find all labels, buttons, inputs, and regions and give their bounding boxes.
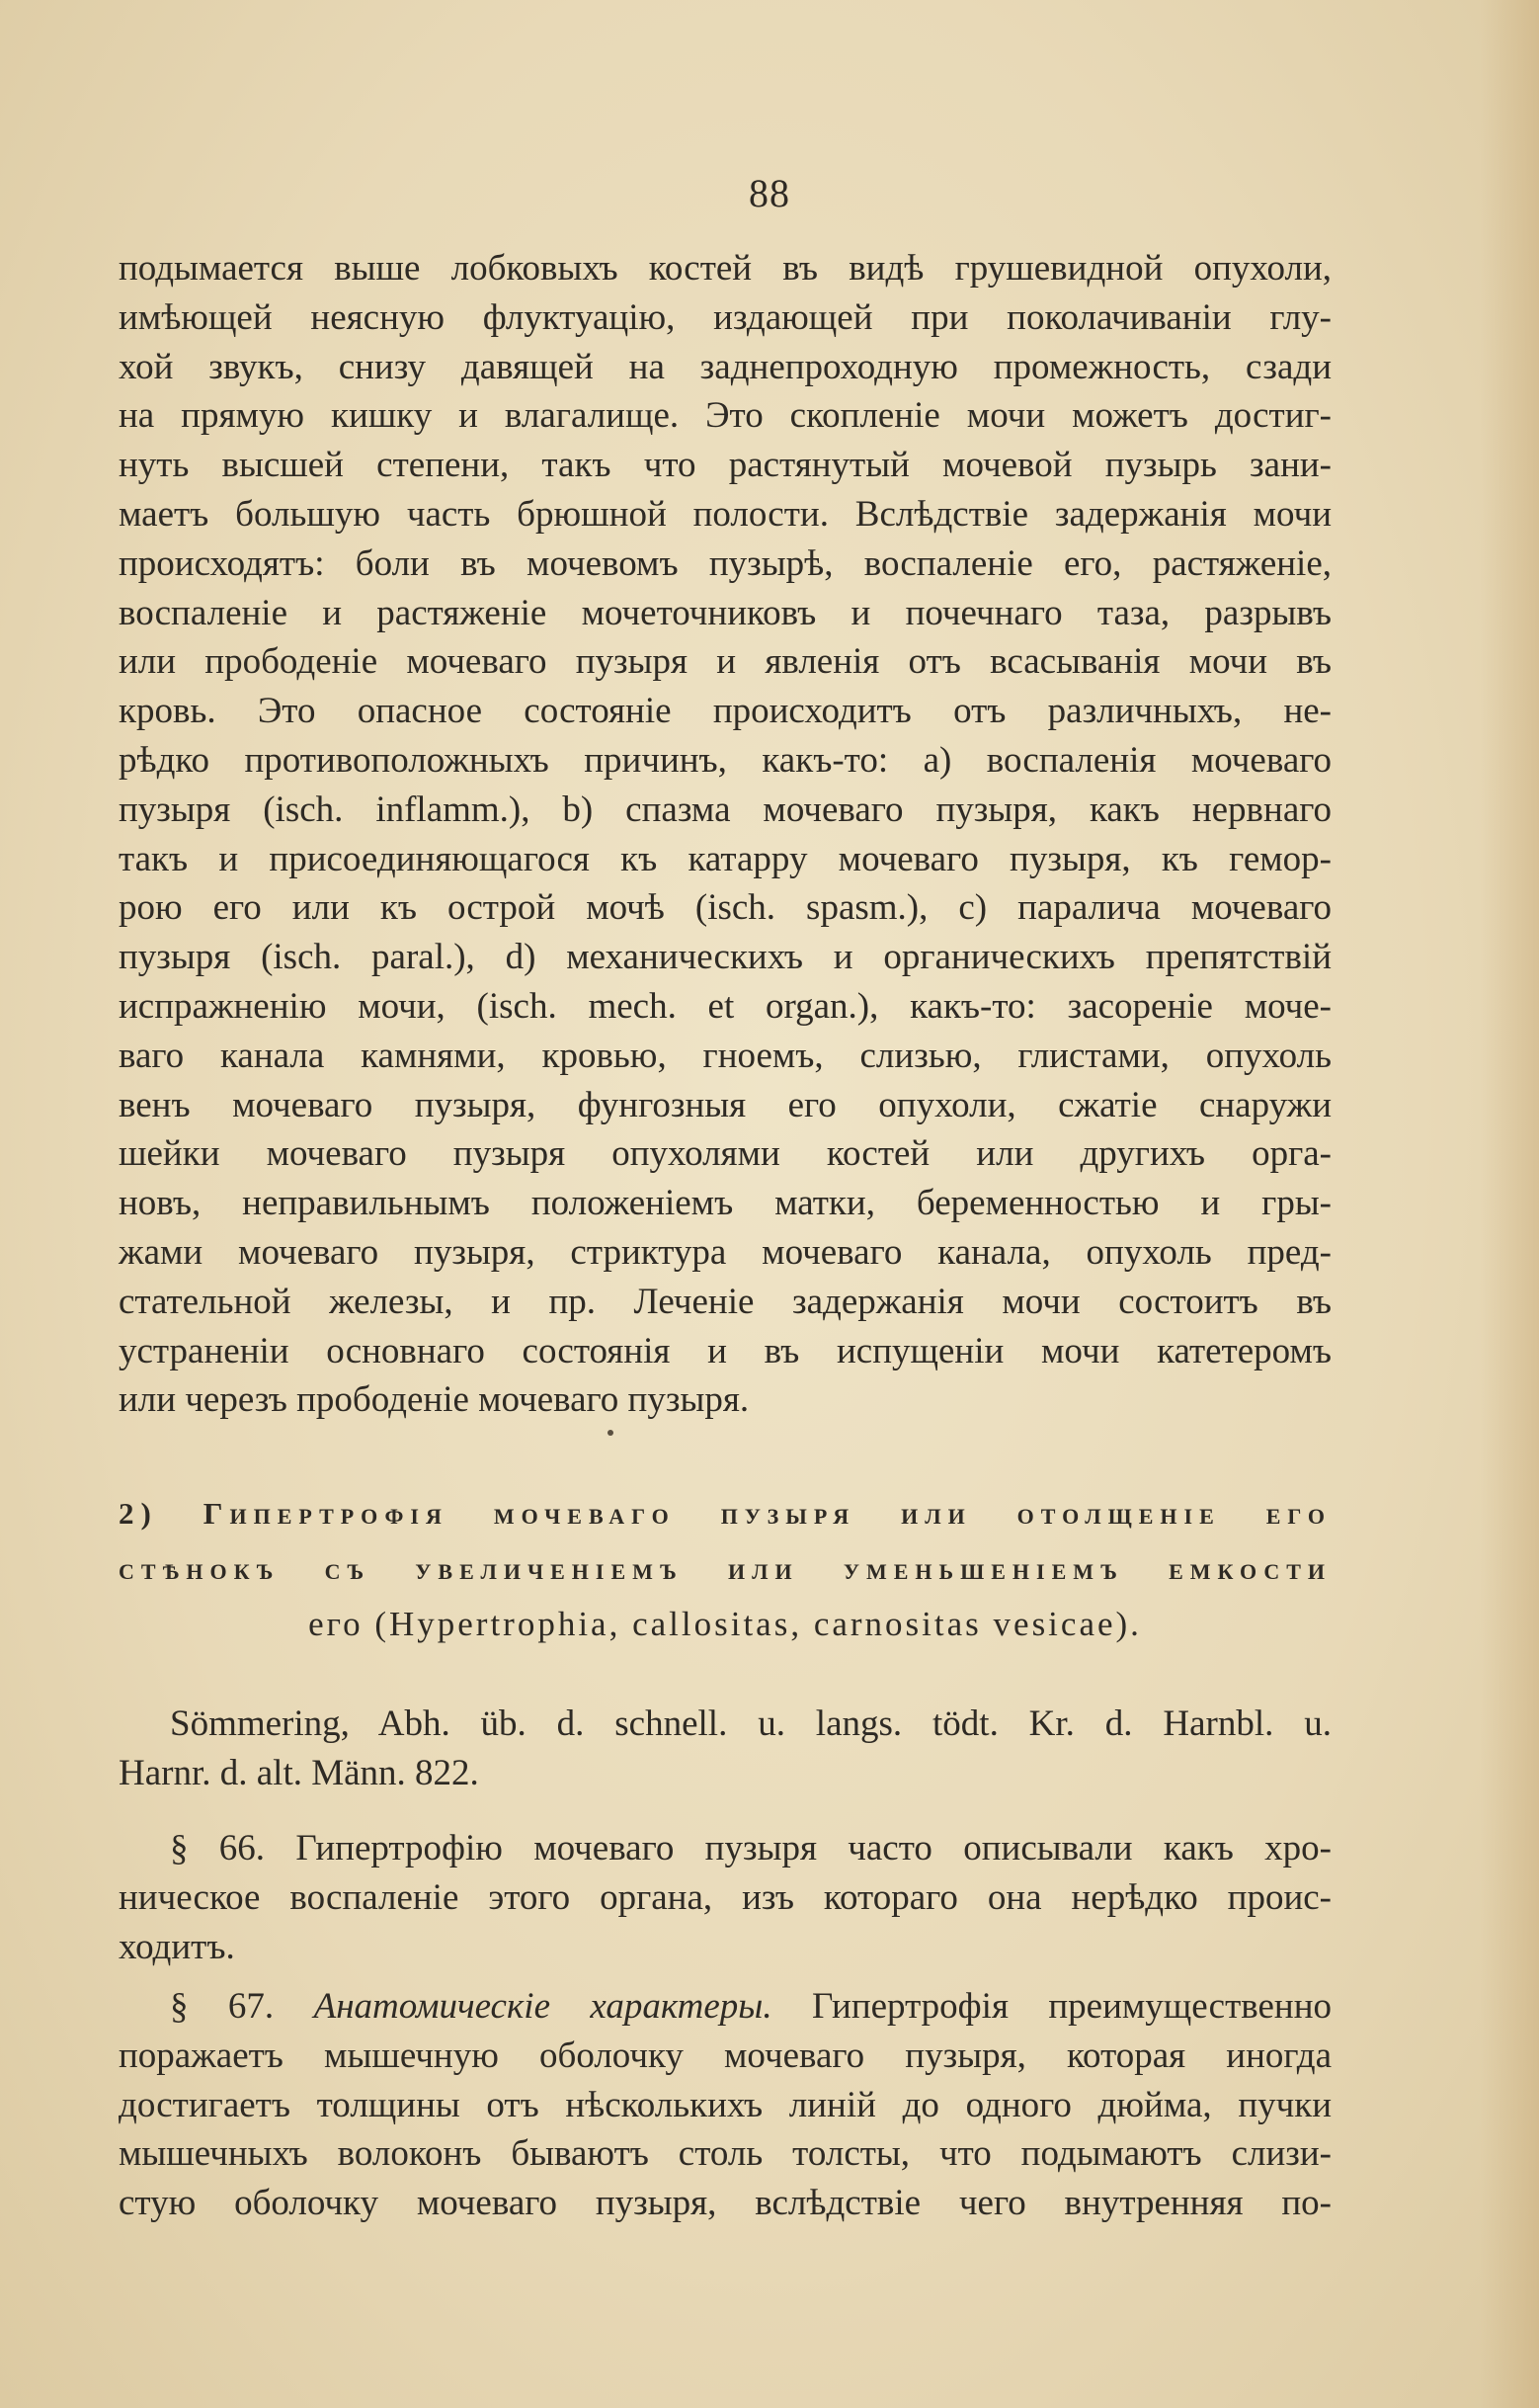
heading-line: его (Hypertrophia, callositas, carnositas vesicae). xyxy=(308,1605,1142,1643)
text-line: рою его или къ острой мочѣ (isch. spasm.), c) паралича мочеваго xyxy=(119,887,1332,929)
text-line: ваго канала камнями, кровью, гноемъ, слизью, глистами, опухоль xyxy=(119,1035,1332,1076)
text-line: жами мочеваго пузыря, стриктура мочеваго канала, опухоль пред- xyxy=(119,1231,1332,1273)
text-line: пузыря (isch. inflamm.), b) спазма мочеваго пузыря, какъ нервнаго xyxy=(119,789,1332,830)
text-line: мышечныхъ волоконъ бываютъ столь толсты, что подымаютъ слизи- xyxy=(119,2133,1332,2175)
ink-speck xyxy=(608,1430,613,1436)
text-line: достигаетъ толщины отъ нѣсколькихъ линій до одного дюйма, пучки xyxy=(119,2084,1332,2125)
text-line: стую оболочку мочеваго пузыря, вслѣдствіе чего внутренняя по- xyxy=(119,2183,1332,2224)
text-line: испражненію мочи, (isch. mech. et organ.), какъ-то: засореніе моче- xyxy=(119,985,1332,1027)
page-number: 88 xyxy=(749,171,790,215)
text-line: рѣдко противоположныхъ причинъ, какъ-то: а) воспаленія мочеваго xyxy=(119,739,1332,781)
main-paragraph xyxy=(119,244,1332,1425)
paragraph-66 xyxy=(119,1824,1332,1971)
text-line: стательной железы, и пр. Леченіе задержанія мочи состоитъ въ xyxy=(119,1281,1332,1322)
heading-line: 2) Гипертрофія мочеваго пузыря или отолщеніе его xyxy=(119,1496,1332,1531)
reference-line: Harnr. d. alt. Männ. 822. xyxy=(119,1752,479,1793)
text-line: на прямую кишку и влагалище. Это скопленіе мочи можетъ достиг- xyxy=(119,395,1332,437)
text-line: подымается выше лобковыхъ костей въ видѣ грушевидной опухоли, xyxy=(119,248,1332,289)
page-edge-stain xyxy=(1480,0,1539,2408)
text-line: новъ, неправильнымъ положеніемъ матки, беременностью и гры- xyxy=(119,1183,1332,1224)
text-line: или прободеніе мочеваго пузыря и явленія отъ всасыванія мочи въ xyxy=(119,641,1332,683)
paragraph-67 xyxy=(119,1982,1332,2228)
section-heading xyxy=(119,1486,1332,1652)
text-line: § 66. Гипертрофію мочеваго пузыря часто описывали какъ хро- xyxy=(170,1828,1332,1868)
text-line: шейки мочеваго пузыря опухолями костей или другихъ орга- xyxy=(119,1133,1332,1175)
text-line: хой звукъ, снизу давящей на заднепроходную промежность, сзади xyxy=(119,346,1332,387)
text-line: устраненіи основнаго состоянія и въ испущеніи мочи катетеромъ xyxy=(119,1330,1332,1371)
text-line: происходятъ: боли въ мочевомъ пузырѣ, воспаленіе его, растяженіе, xyxy=(119,542,1332,584)
text-line: или черезъ прободеніе мочеваго пузыря. xyxy=(119,1379,750,1421)
text-line: нуть высшей степени, такъ что растянутый мочевой пузырь зани- xyxy=(119,445,1332,486)
text-line: такъ и присоединяющагося къ катарру мочеваго пузыря, къ гемор- xyxy=(119,838,1332,879)
section-number: § 67. xyxy=(170,1986,275,2027)
text-line: поражаетъ мышечную оболочку мочеваго пузыря, которая иногда xyxy=(119,2034,1332,2076)
text-line: кровь. Это опасное состояніе происходитъ отъ различныхъ, не- xyxy=(119,691,1332,732)
text-line: ходитъ. xyxy=(119,1926,235,1967)
heading-line: стѣнокъ съ увеличеніемъ или уменьшеніемъ емкости xyxy=(119,1551,1332,1586)
text-fragment: Гипертрофія преимущественно xyxy=(812,1986,1333,2027)
text-line: маетъ большую часть брюшной полости. Вслѣдствіе задержанія мочи xyxy=(119,493,1332,535)
text-line: пузыря (isch. paral.), d) механическихъ и органическихъ препятствій xyxy=(119,937,1332,978)
text-line: воспаленіе и растяженіе мочеточниковъ и почечнаго таза, разрывъ xyxy=(119,592,1332,633)
bibliographic-reference xyxy=(119,1700,1332,1798)
text-line xyxy=(119,1982,1332,2032)
text-line: имѣющей неясную флуктуацію, издающей при поколачиваніи глу- xyxy=(119,296,1332,338)
text-line: венъ мочеваго пузыря, фунгозныя его опухоли, сжатіе снаружи xyxy=(119,1084,1332,1125)
text-line: ническое воспаленіе этого органа, изъ котораго она нерѣдко проис- xyxy=(119,1876,1332,1918)
reference-line: Sömmering, Abh. üb. d. schnell. u. langs. tödt. Kr. d. Harnbl. u. xyxy=(170,1703,1332,1744)
italic-subheading: Анатомическіе характеры. xyxy=(313,1986,772,2027)
